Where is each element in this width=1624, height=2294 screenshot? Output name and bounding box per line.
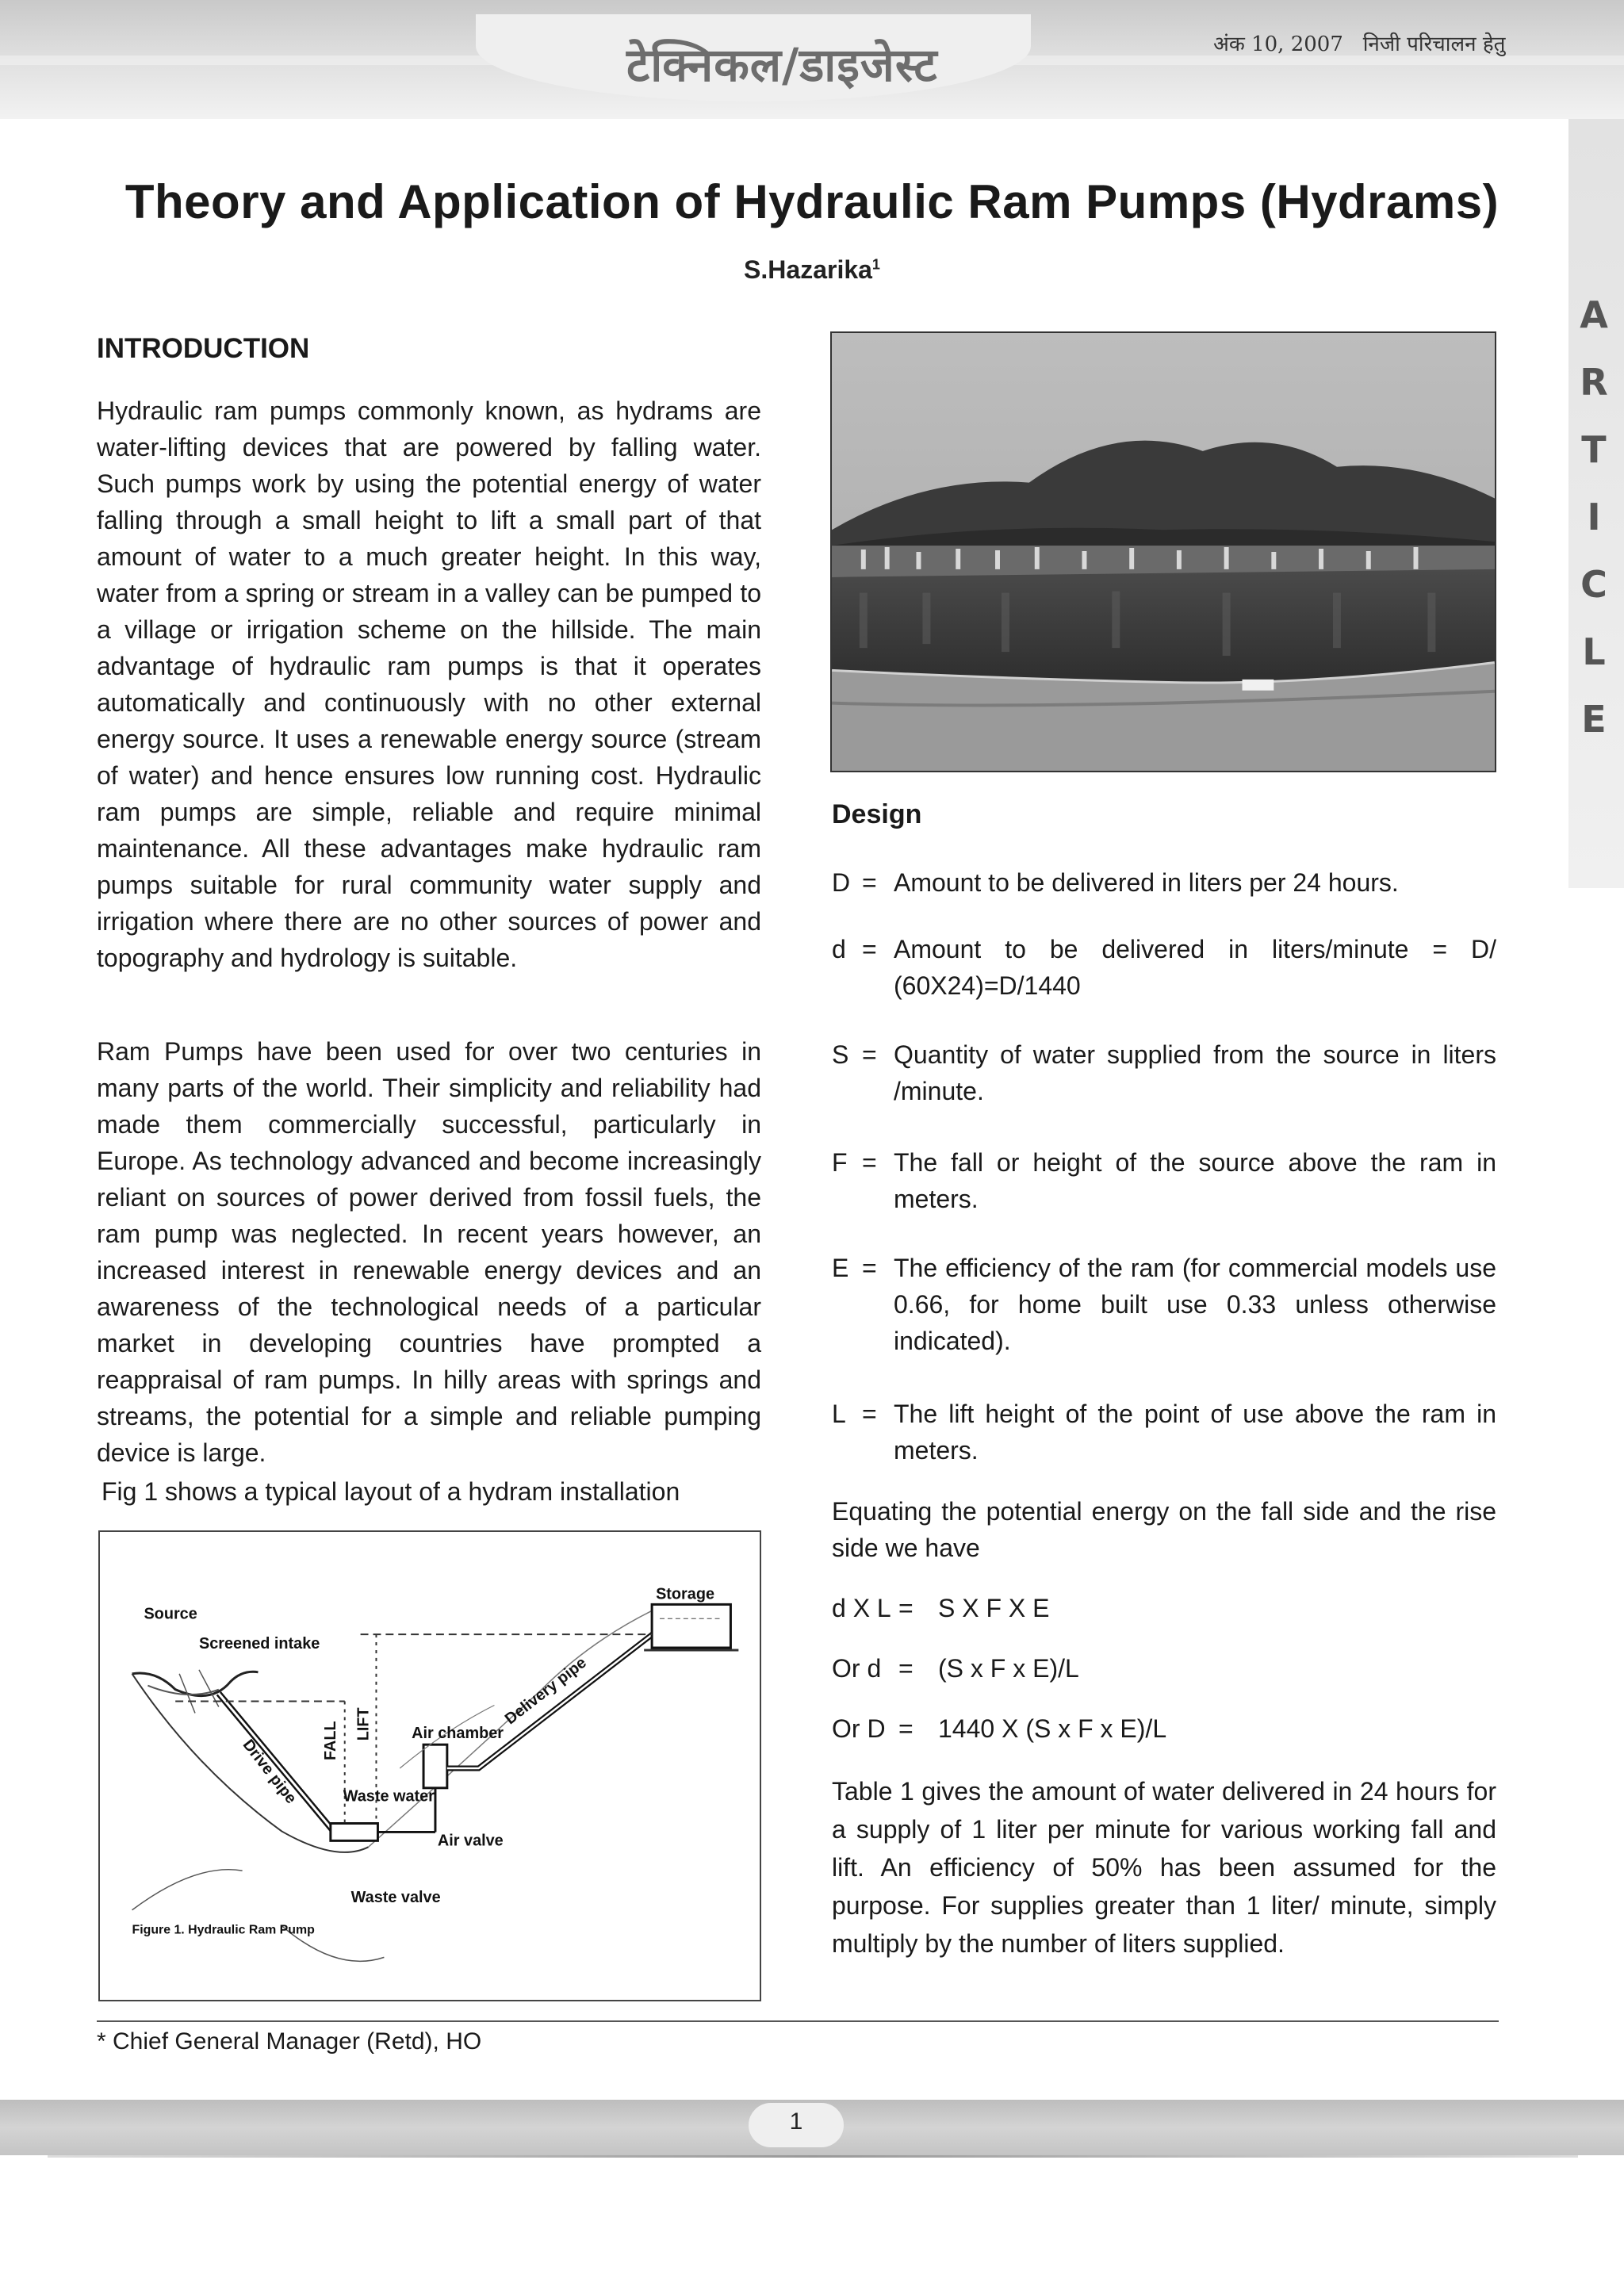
label-source: Source (144, 1605, 197, 1623)
equation-row (832, 1714, 1166, 1744)
equating-paragraph: Equating the potential energy on the fall side and the rise side we have (832, 1497, 1496, 1562)
equals-sign: = (898, 1654, 914, 1683)
design-heading: Design (832, 799, 922, 829)
definition-symbol: F (832, 1148, 848, 1177)
equals-sign: = (862, 935, 877, 963)
definition-text: Quantity of water supplied from the source in liters /minute. (894, 1040, 1496, 1105)
definition-text: The lift height of the point of use above the ram in meters. (894, 1400, 1496, 1465)
definition-text: Amount to be delivered in liters/minute = D/ (60X24)=D/1440 (894, 935, 1496, 1000)
equation-rhs: 1440 X (S x F x E)/L (938, 1714, 1167, 1743)
definition-symbol: L (832, 1400, 846, 1428)
definition-symbol: E (832, 1254, 849, 1282)
label-air-valve: Air valve (437, 1832, 504, 1850)
article-title: Theory and Application of Hydraulic Ram Pumps (Hydrams) (124, 175, 1500, 228)
side-letter: E (1581, 698, 1607, 741)
page-number: 1 (789, 2108, 803, 2135)
equals-sign: = (898, 1594, 914, 1622)
article-author (0, 255, 1624, 285)
definition-row (832, 864, 1496, 901)
intro-paragraph-1: Hydraulic ram pumps commonly known, as hydrams are water-lifting devices that are powered by falling water. Such pumps work by using the potential energy of water falling through a small height to lift a small part of that amount of water to a much greater height. In this way, water from a spring or stream in a valley can be pumped to a village or irrigation scheme on the hillside. The main advantage of hydraulic ram pumps is that it operates automatically and continuously with no other external energy source. It uses a renewable energy source (stream of water) and hence ensures low running cost. Hydraulic ram pumps are simple, reliable and require minimal maintenance. All these advantages make hydraulic ram pumps suitable for rural community water supply and irrigation where there are no other sources of power and topography and hydrology is suitable. (97, 396, 761, 972)
author-name: S.Hazarika (744, 255, 872, 284)
table-note-paragraph: Table 1 gives the amount of water delivered in 24 hours for a supply of 1 liter per minute for various working fall and lift. An efficiency of 50% has been assumed for the purpose. For supplies greater than 1 liter/ minute, simply multiply by the number of liters supplied. (832, 1777, 1496, 1958)
definition-row (832, 931, 1496, 1004)
intro-heading: INTRODUCTION (97, 333, 310, 364)
equation-rhs: (S x F x E)/L (938, 1654, 1079, 1683)
definition-text: The fall or height of the source above the ram in meters. (894, 1148, 1496, 1213)
side-letter: T (1581, 428, 1607, 471)
equals-sign: = (862, 868, 877, 897)
side-letter: R (1580, 361, 1608, 404)
hydram-layout-diagram (100, 1532, 760, 2000)
author-footnote: * Chief General Manager (Retd), HO (97, 2028, 482, 2055)
label-waste-water: Waste water (343, 1787, 435, 1806)
photo-image (832, 333, 1495, 771)
definition-row (832, 1036, 1496, 1109)
side-letter: A (1580, 293, 1608, 336)
definition-row (832, 1250, 1496, 1359)
side-letter: C (1580, 563, 1607, 606)
label-waste-valve: Waste valve (350, 1888, 441, 1906)
figure-hydram-diagram (98, 1530, 761, 2001)
definition-row (832, 1396, 1496, 1469)
equation-row (832, 1594, 1049, 1623)
issue-number: अंक 10, 2007 (1213, 33, 1343, 56)
label-air-chamber: Air chamber (412, 1725, 504, 1743)
definition-row (832, 1144, 1496, 1217)
definition-text: The efficiency of the ram (for commercial models use 0.66, for home built use 0.33 unless otherwise indicated). (894, 1254, 1496, 1355)
equals-sign: = (862, 1400, 877, 1428)
circulation-note: निजी परिचालन हेतु (1362, 33, 1506, 56)
publication-logo: टेक्निकल/डाइजेस्ट (626, 38, 938, 92)
label-drive-pipe: Drive pipe (239, 1736, 301, 1807)
label-lift: LIFT (354, 1707, 373, 1741)
label-fall: FALL (321, 1721, 339, 1761)
footnote-divider (97, 2020, 1499, 2022)
figure-reference: Fig 1 shows a typical layout of a hydram installation (102, 1477, 680, 1506)
equation-lhs: Or D (832, 1714, 886, 1743)
equals-sign: = (862, 1040, 877, 1069)
label-delivery-pipe: Delivery pipe (501, 1653, 590, 1729)
equation-lhs: d X L (832, 1594, 891, 1622)
definition-text: Amount to be delivered in liters per 24 hours. (894, 868, 1399, 897)
side-letter: L (1582, 630, 1606, 673)
label-screened-intake: Screened intake (198, 1635, 320, 1653)
issue-info (1213, 29, 1505, 57)
figure-caption: Figure 1. Hydraulic Ram Pump (132, 1923, 315, 1937)
equation-rhs: S X F X E (938, 1594, 1050, 1622)
author-footnote-mark: 1 (871, 256, 880, 273)
label-storage: Storage (656, 1585, 715, 1603)
equals-sign: = (862, 1254, 877, 1282)
hydram-site-photo (830, 331, 1496, 772)
equals-sign: = (862, 1148, 877, 1177)
equation-lhs: Or d (832, 1654, 882, 1683)
footer-line (48, 2155, 1578, 2158)
definition-symbol: D (832, 868, 851, 897)
equals-sign: = (898, 1714, 914, 1743)
side-letter: I (1587, 496, 1601, 538)
equation-row (832, 1654, 1079, 1683)
intro-paragraph-2: Ram Pumps have been used for over two centuries in many parts of the world. Their simplicity and reliability had made them commercially successful, particularly in Europe. As technology advanced and become increasingly reliant on sources of power derived from fossil fuels, the ram pump was neglected. In recent years however, an increased interest in renewable energy devices and an awareness of the technological needs of a particular market in developing countries have prompted a reappraisal of ram pumps. In hilly areas with springs and streams, the potential for a simple and reliable pumping device is large. (97, 1037, 761, 1467)
definition-symbol: S (832, 1040, 849, 1069)
definition-symbol: d (832, 935, 846, 963)
